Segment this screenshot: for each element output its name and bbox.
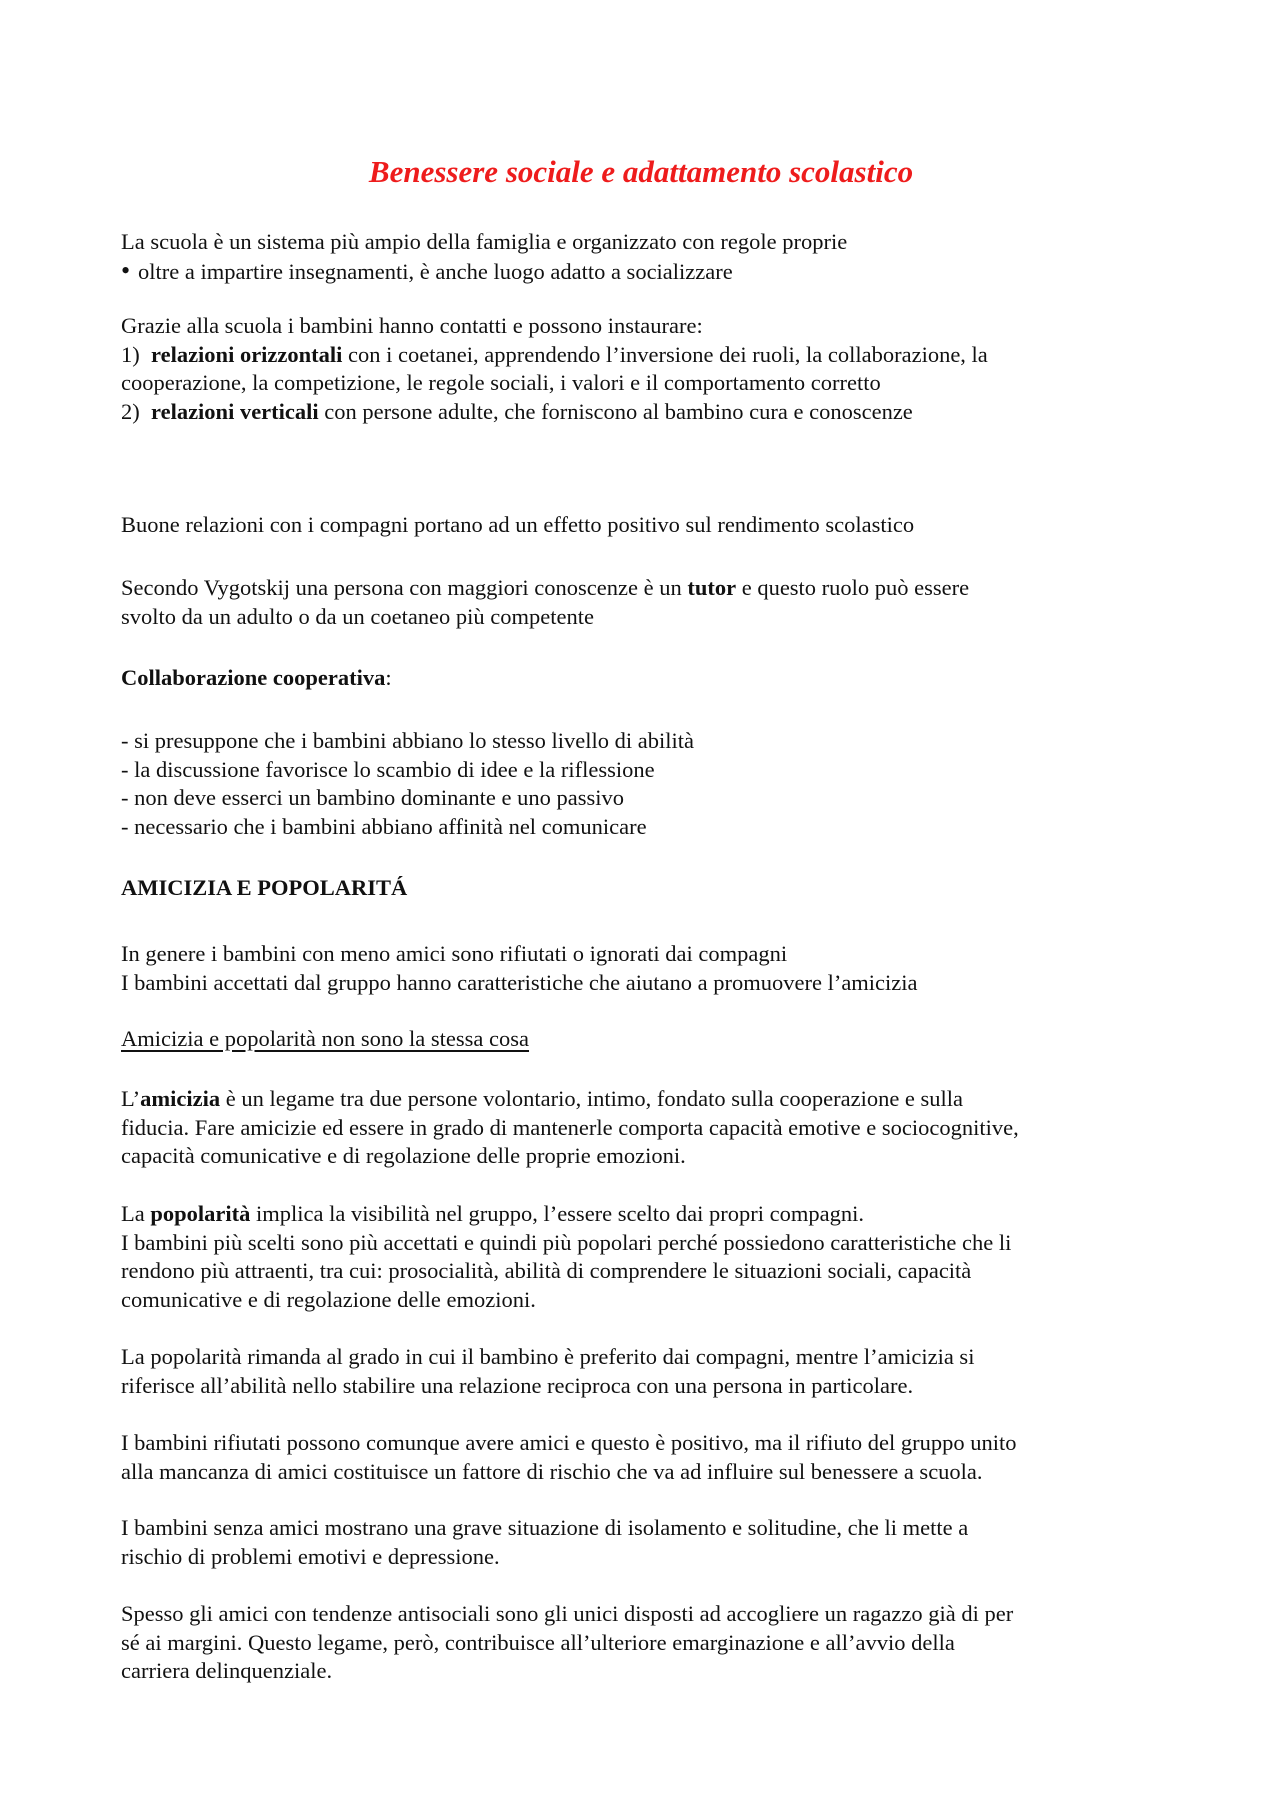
section-heading: AMICIZIA E POPOLARITÁ [121, 875, 408, 900]
text-line [121, 1200, 1181, 1229]
list-item: - non deve esserci un bambino dominante e uno passivo [121, 785, 625, 810]
text-span: è un legame tra due persone volontario, intimo, fondato sulla cooperazione e sulla [220, 1086, 964, 1111]
heading-colon: : [385, 665, 392, 690]
vygotskij-paragraph [121, 574, 1181, 631]
text-line: I bambini rifiutati possono comunque avere amici e questo è positivo, ma il rifiuto del gruppo unito [121, 1430, 1017, 1455]
text-line: carriera delinquenziale. [121, 1658, 333, 1683]
text-line: capacità comunicative e di regolazione delle proprie emozioni. [121, 1143, 686, 1168]
page-title: Benessere sociale e adattamento scolastico [368, 154, 914, 189]
list-item: - si presuppone che i bambini abbiano lo stesso livello di abilità [121, 728, 695, 753]
intro-paragraph [121, 228, 1181, 286]
comparison-paragraph [121, 1343, 1181, 1400]
collab-list [121, 727, 1181, 841]
amicizia-heading [121, 874, 1181, 903]
text-line: alla mancanza di amici costituisce un fattore di rischio che va ad influire sul benessere a scuola. [121, 1458, 983, 1484]
text-line: I bambini senza amici mostrano una grave situazione di isolamento e solitudine, che li mette a [121, 1515, 969, 1540]
text-line: rischio di problemi emotivi e depressione. [121, 1543, 500, 1569]
text-line: riferisce all’abilità nello stabilire una relazione reciproca con una persona in particolare. [121, 1372, 914, 1398]
senza-amici-paragraph [121, 1514, 1181, 1571]
relations-item-1-cont: cooperazione, la competizione, le regole sociali, i valori e il comportamento corretto [121, 370, 881, 395]
good-relations-line: Buone relazioni con i compagni portano ad un effetto positivo sul rendimento scolastico [121, 512, 915, 537]
text-span: implica la visibilità nel gruppo, l’essere scelto dai propri compagni. [250, 1201, 864, 1226]
relations-item-1 [121, 341, 1181, 370]
text-line: I bambini accettati dal gruppo hanno caratteristiche che aiutano a promuovere l’amicizia [121, 969, 918, 995]
underlined-statement [121, 1025, 1181, 1054]
intro-line: La scuola è un sistema più ampio della famiglia e organizzato con regole proprie [121, 229, 848, 254]
bold-term: amicizia [140, 1086, 221, 1111]
underlined-text: Amicizia e popolarità non sono la stessa cosa [121, 1026, 530, 1051]
bold-term: tutor [687, 575, 737, 600]
relations-lead: Grazie alla scuola i bambini hanno contatti e possono instaurare: [121, 313, 703, 338]
bullet-item [121, 257, 1181, 287]
text-line: I bambini più scelti sono più accettati e quindi più popolari perché possiedono caratteristiche che li [121, 1229, 1012, 1255]
list-item: - necessario che i bambini abbiano affinità nel comunicare [121, 813, 647, 839]
bold-term: popolarità [150, 1201, 251, 1226]
text-line [121, 1085, 1181, 1114]
collab-heading [121, 664, 1181, 693]
text-span: Secondo Vygotskij una persona con maggiori conoscenze è un [121, 575, 688, 600]
item-text: con persone adulte, che forniscono al bambino cura e conoscenze [318, 398, 913, 424]
amicizia-intro [121, 940, 1181, 997]
text-line: In genere i bambini con meno amici sono rifiutati o ignorati dai compagni [121, 941, 788, 966]
antisociali-paragraph [121, 1600, 1181, 1686]
section-heading: Collaborazione cooperativa [121, 665, 386, 690]
collab-heading-line [121, 664, 1181, 693]
vygotskij-line-2: svolto da un adulto o da un coetaneo più competente [121, 603, 594, 629]
relations-paragraph [121, 312, 1181, 426]
text-line: sé ai margini. Questo legame, però, contribuisce all’ulteriore emarginazione e all’avvio della [121, 1629, 955, 1655]
bold-term: relazioni orizzontali [151, 341, 343, 367]
item-number: 2) [121, 398, 140, 424]
vygotskij-line-1 [121, 574, 1181, 603]
text-line: rendono più attraenti, tra cui: prosocialità, abilità di comprendere le situazioni sociali, capacità [121, 1258, 972, 1283]
bullet-text: oltre a impartire insegnamenti, è anche luogo adatto a socializzare [138, 258, 733, 284]
text-span: e questo ruolo può essere [736, 575, 970, 600]
list-item: - la discussione favorisce lo scambio di idee e la riflessione [121, 756, 655, 782]
popolarita-definition [121, 1200, 1181, 1314]
good-relations-paragraph [121, 511, 1181, 540]
bold-term: relazioni verticali [151, 398, 319, 424]
text-line: Spesso gli amici con tendenze antisociali sono gli unici disposti ad accogliere un ragazzo già di per [121, 1601, 1014, 1626]
amicizia-definition [121, 1085, 1181, 1171]
text-span: La [121, 1201, 151, 1226]
text-line: comunicative e di regolazione delle emozioni. [121, 1286, 536, 1312]
relations-item-2 [121, 398, 1181, 427]
text-line: fiducia. Fare amicizie ed essere in grado di mantenerle comporta capacità emotive e sociocognitive, [121, 1114, 1019, 1140]
text-span: L’ [121, 1086, 141, 1111]
item-number: 1) [121, 341, 140, 367]
item-text: con i coetanei, apprendendo l’inversione dei ruoli, la collaborazione, la [342, 341, 988, 367]
text-line: La popolarità rimanda al grado in cui il bambino è preferito dai compagni, mentre l’amicizia si [121, 1344, 975, 1369]
bullet-icon: • [121, 255, 131, 285]
rifiutati-paragraph [121, 1429, 1181, 1486]
